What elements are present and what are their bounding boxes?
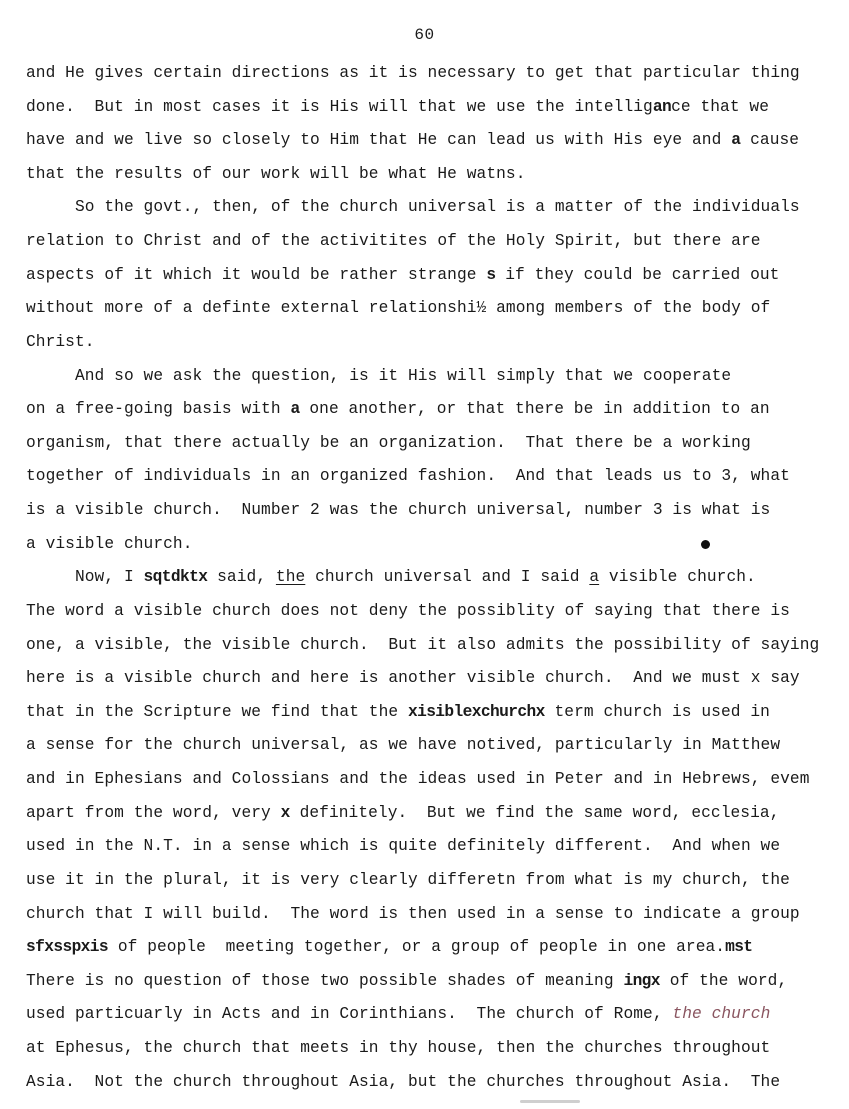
text-line bbox=[26, 399, 770, 419]
line-text: definitely. But we find the same word, ecclesia, bbox=[289, 803, 780, 822]
struck-out-text: a bbox=[290, 400, 300, 419]
faded-text: the church bbox=[672, 1005, 771, 1024]
line-text: without more of a definte external relationshi½ among members of the body of bbox=[26, 299, 771, 318]
page-number: 60 bbox=[414, 26, 435, 44]
text-line bbox=[26, 836, 780, 856]
line-text: church that I will build. The word is then used in a sense to indicate a group bbox=[26, 904, 800, 923]
text-line bbox=[26, 500, 770, 520]
text-line bbox=[26, 97, 769, 117]
line-text: used in the N.T. in a sense which is quite definitely different. And when we bbox=[26, 837, 781, 856]
line-text: use it in the plural, it is very clearly differetn from what is my church, the bbox=[26, 870, 790, 889]
text-line bbox=[26, 332, 95, 352]
underlined-word: the bbox=[275, 568, 306, 587]
line-text: done. But in most cases it is His will that we use the intellig bbox=[26, 97, 653, 116]
text-line bbox=[26, 433, 751, 453]
text-line bbox=[26, 601, 790, 621]
line-text: So the govt., then, of the church universal is a matter of the individuals bbox=[26, 198, 800, 217]
text-line bbox=[26, 769, 810, 789]
text-line bbox=[26, 635, 819, 655]
line-text: a visible church. bbox=[26, 534, 193, 553]
line-text: Asia. Not the church throughout Asia, but the churches throughout Asia. The bbox=[26, 1072, 781, 1091]
text-line bbox=[26, 1038, 770, 1058]
text-line bbox=[26, 366, 731, 386]
line-text: There is no question of those two possible shades of meaning bbox=[26, 971, 624, 990]
line-text: visible church. bbox=[599, 568, 756, 587]
underlined-word: a bbox=[589, 568, 600, 587]
line-text: term church is used in bbox=[544, 702, 770, 721]
line-text: and in Ephesians and Colossians and the ideas used in Peter and in Hebrews, evem bbox=[26, 770, 810, 789]
line-text: if they could be carried out bbox=[495, 265, 780, 284]
bottom-smudge bbox=[520, 1100, 580, 1103]
line-text: church universal and I said bbox=[305, 568, 590, 587]
text-line bbox=[26, 803, 780, 823]
struck-out-text: x bbox=[280, 803, 290, 822]
struck-out-text: sfxsspxis bbox=[26, 938, 109, 957]
line-text: one another, or that there be in addition to an bbox=[299, 400, 770, 419]
line-text: on a free-going basis with bbox=[26, 400, 291, 419]
line-text: that the results of our work will be what He watns. bbox=[26, 164, 526, 183]
struck-out-text: xisiblexchurchx bbox=[407, 702, 545, 721]
text-line bbox=[26, 466, 790, 486]
text-line bbox=[26, 735, 780, 755]
line-text: The word a visible church does not deny the possiblity of saying that there is bbox=[26, 601, 790, 620]
line-text: is a visible church. Number 2 was the church universal, number 3 is what is bbox=[26, 501, 771, 520]
line-text: relation to Christ and of the activitites of the Holy Spirit, but there are bbox=[26, 232, 761, 251]
line-text: here is a visible church and here is another visible church. And we must x say bbox=[26, 669, 800, 688]
line-text: meeting together, or a group of people in one area. bbox=[215, 938, 726, 957]
line-text: at Ephesus, the church that meets in thy house, then the churches throughout bbox=[26, 1038, 771, 1057]
line-text: Now, I bbox=[26, 568, 144, 587]
text-line bbox=[26, 1004, 770, 1024]
line-text: aspects of it which it would be rather strange bbox=[26, 265, 487, 284]
text-line bbox=[26, 702, 770, 722]
line-text: of the word, bbox=[659, 971, 788, 990]
struck-out-text: s bbox=[486, 265, 496, 284]
struck-out-text: sqtdktx bbox=[143, 568, 208, 587]
text-line bbox=[26, 937, 752, 957]
line-text: cause bbox=[740, 131, 800, 150]
line-text: of people bbox=[108, 938, 216, 957]
text-line bbox=[26, 870, 790, 890]
text-line bbox=[26, 130, 799, 150]
text-line bbox=[26, 231, 761, 251]
line-text: used particuarly in Acts and in Corinthians. The church of Rome, bbox=[26, 1005, 673, 1024]
line-text: have and we live so closely to Him that He can lead us with His eye and bbox=[26, 131, 732, 150]
line-text: Christ. bbox=[26, 332, 95, 351]
line-text: one, a visible, the visible church. But it also admits the possibility of saying bbox=[26, 635, 820, 654]
line-text: said, bbox=[207, 568, 276, 587]
ink-spot bbox=[701, 540, 710, 549]
line-text: and He gives certain directions as it is necessary to get that particular thing bbox=[26, 64, 800, 82]
text-line bbox=[26, 1072, 780, 1092]
struck-out-text: ingx bbox=[623, 971, 660, 990]
line-text: a sense for the church universal, as we have notived, particularly in Matthew bbox=[26, 736, 781, 755]
text-line bbox=[26, 567, 756, 587]
text-line bbox=[26, 63, 800, 83]
text-line bbox=[26, 534, 193, 554]
text-line bbox=[26, 904, 800, 924]
struck-out-text: a bbox=[731, 131, 741, 150]
text-line bbox=[26, 197, 800, 217]
line-text: And so we ask the question, is it His will simply that we cooperate bbox=[26, 366, 732, 385]
line-text: ce that we bbox=[671, 97, 770, 116]
line-text: organism, that there actually be an organization. That there be a working bbox=[26, 433, 751, 452]
line-text: apart from the word, very bbox=[26, 803, 281, 822]
struck-out-text: an bbox=[652, 97, 672, 116]
line-text: together of individuals in an organized fashion. And that leads us to 3, what bbox=[26, 467, 790, 486]
text-line bbox=[26, 668, 800, 688]
struck-out-text: mst bbox=[725, 938, 753, 957]
text-line bbox=[26, 265, 779, 285]
text-line bbox=[26, 164, 526, 184]
text-line bbox=[26, 298, 770, 318]
text-line bbox=[26, 971, 787, 991]
line-text: that in the Scripture we find that the bbox=[26, 702, 408, 721]
